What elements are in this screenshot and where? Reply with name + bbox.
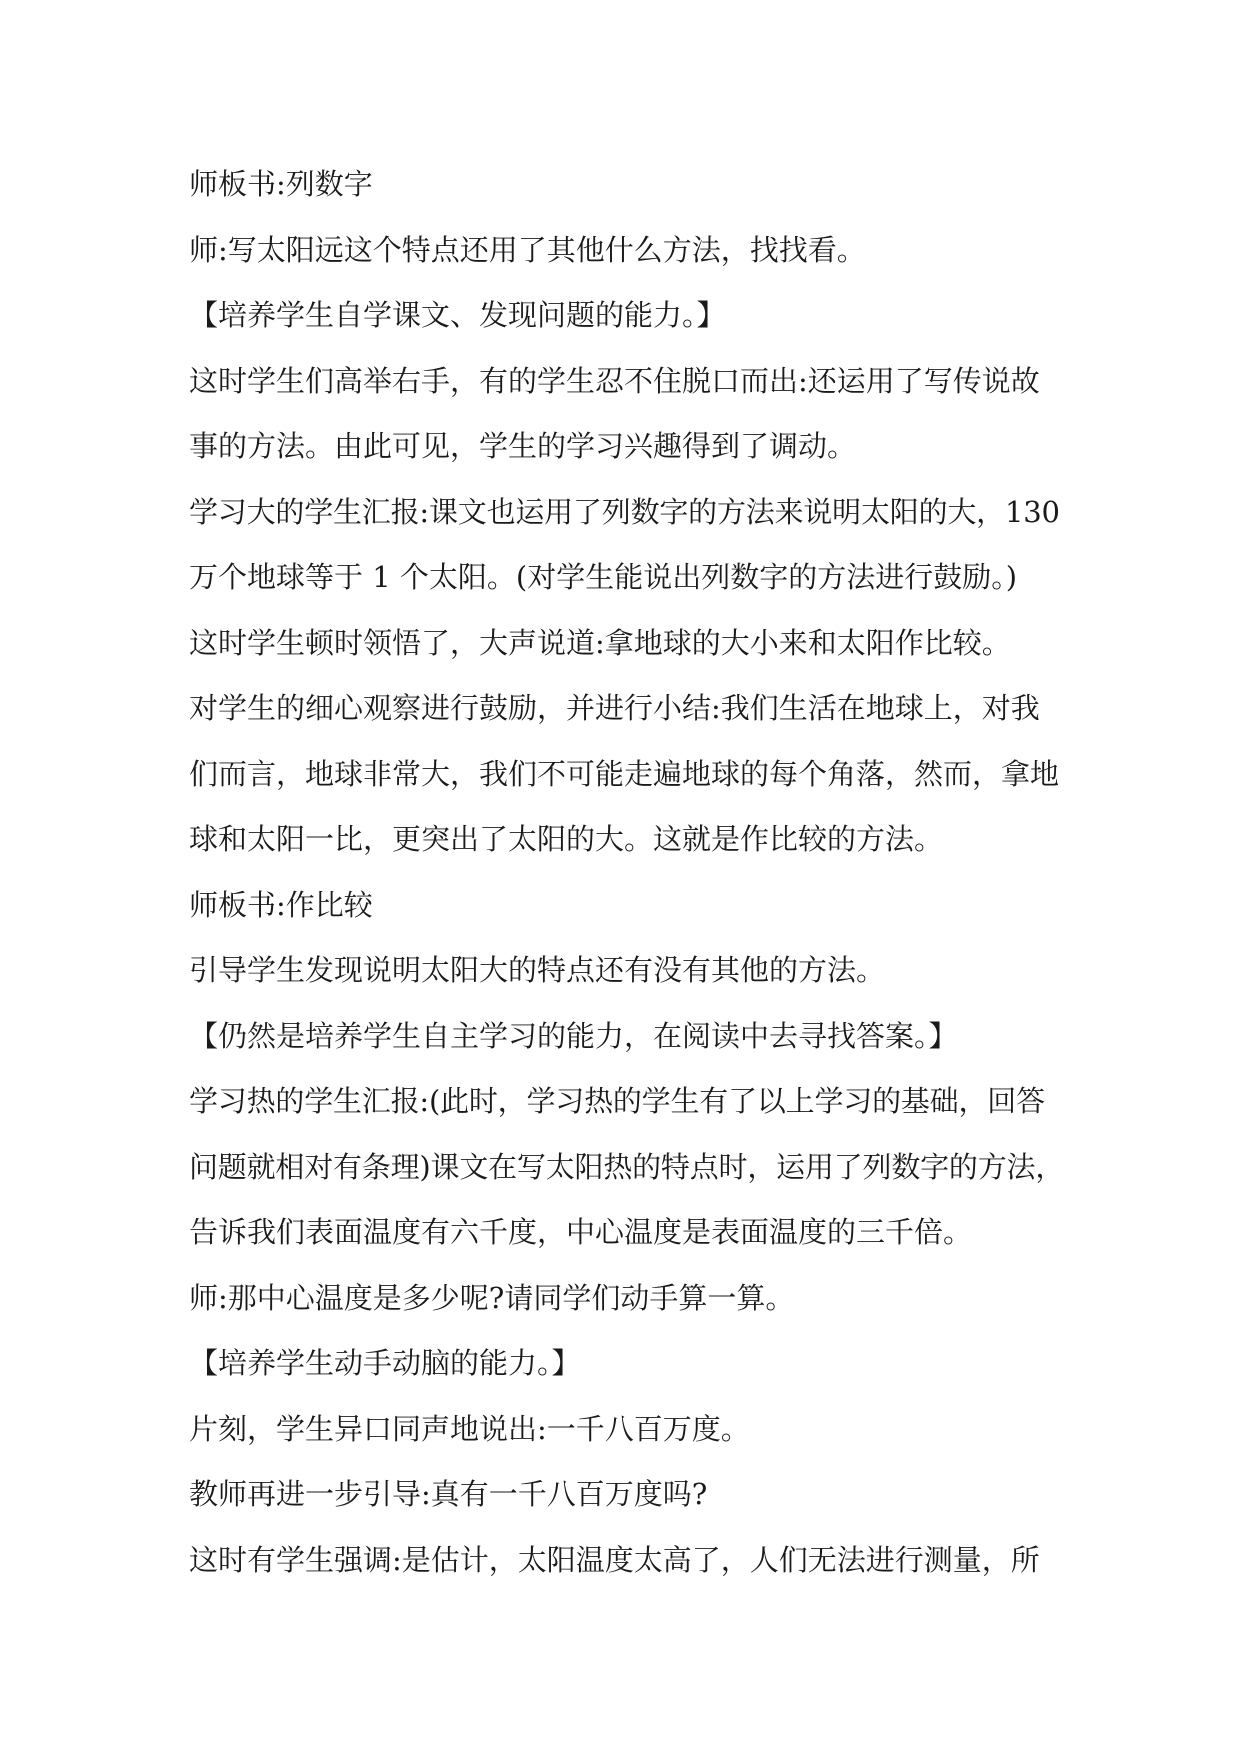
text-line: 教师再进一步引导:真有一千八百万度吗? bbox=[189, 1477, 708, 1511]
text-line: 引导学生发现说明太阳大的特点还有没有其他的方法。 bbox=[189, 953, 886, 987]
text-line-board-note-1: 师板书:列数字 bbox=[189, 167, 373, 201]
text-line-teacher-question: 师:写太阳远这个特点还用了其他什么方法，找找看。 bbox=[189, 232, 866, 267]
text-line: 对学生的细心观察进行鼓励，并进行小结:我们生活在地球上，对我 bbox=[189, 691, 1040, 725]
text-line: 这时学生顿时领悟了，大声说道:拿地球的大小来和太阳作比较。 bbox=[189, 625, 1011, 660]
text-line-board-note-2: 师板书:作比较 bbox=[189, 887, 373, 922]
text-line: 球和太阳一比，更突出了太阳的大。这就是作比较的方法。 bbox=[189, 822, 944, 856]
document-body bbox=[189, 158, 1069, 1599]
text-line-goal-hands-on: 【培养学生动手动脑的能力。】 bbox=[189, 1346, 581, 1380]
text-line: 学习大的学生汇报:课文也运用了列数字的方法来说明太阳的大，130 bbox=[189, 494, 1060, 529]
text-line: 师:那中心温度是多少呢?请同学们动手算一算。 bbox=[189, 1280, 795, 1315]
text-line: 告诉我们表面温度有六千度，中心温度是表面温度的三千倍。 bbox=[189, 1215, 973, 1249]
text-line: 事的方法。由此可见，学生的学习兴趣得到了调动。 bbox=[189, 429, 857, 463]
text-line: 片刻，学生异口同声地说出:一千八百万度。 bbox=[189, 1411, 750, 1446]
text-line: 问题就相对有条理)课文在写太阳热的特点时，运用了列数字的方法， bbox=[189, 1149, 1065, 1184]
text-line: 这时有学生强调:是估计，太阳温度太高了，人们无法进行测量，所 bbox=[189, 1542, 1040, 1577]
text-line-goal-independent-study: 【仍然是培养学生自主学习的能力，在阅读中去寻找答案。】 bbox=[189, 1018, 958, 1053]
text-line: 万个地球等于 1 个太阳。(对学生能说出列数字的方法进行鼓励。) bbox=[189, 560, 1018, 594]
text-line: 学习热的学生汇报:(此时，学习热的学生有了以上学习的基础，回答 bbox=[189, 1084, 1045, 1118]
text-line: 们而言，地球非常大，我们不可能走遍地球的每个角落，然而，拿地 bbox=[189, 756, 1060, 791]
text-line-goal-self-study: 【培养学生自学课文、发现问题的能力。】 bbox=[189, 298, 726, 332]
text-line: 这时学生们高举右手，有的学生忍不住脱口而出:还运用了写传说故 bbox=[189, 363, 1040, 398]
